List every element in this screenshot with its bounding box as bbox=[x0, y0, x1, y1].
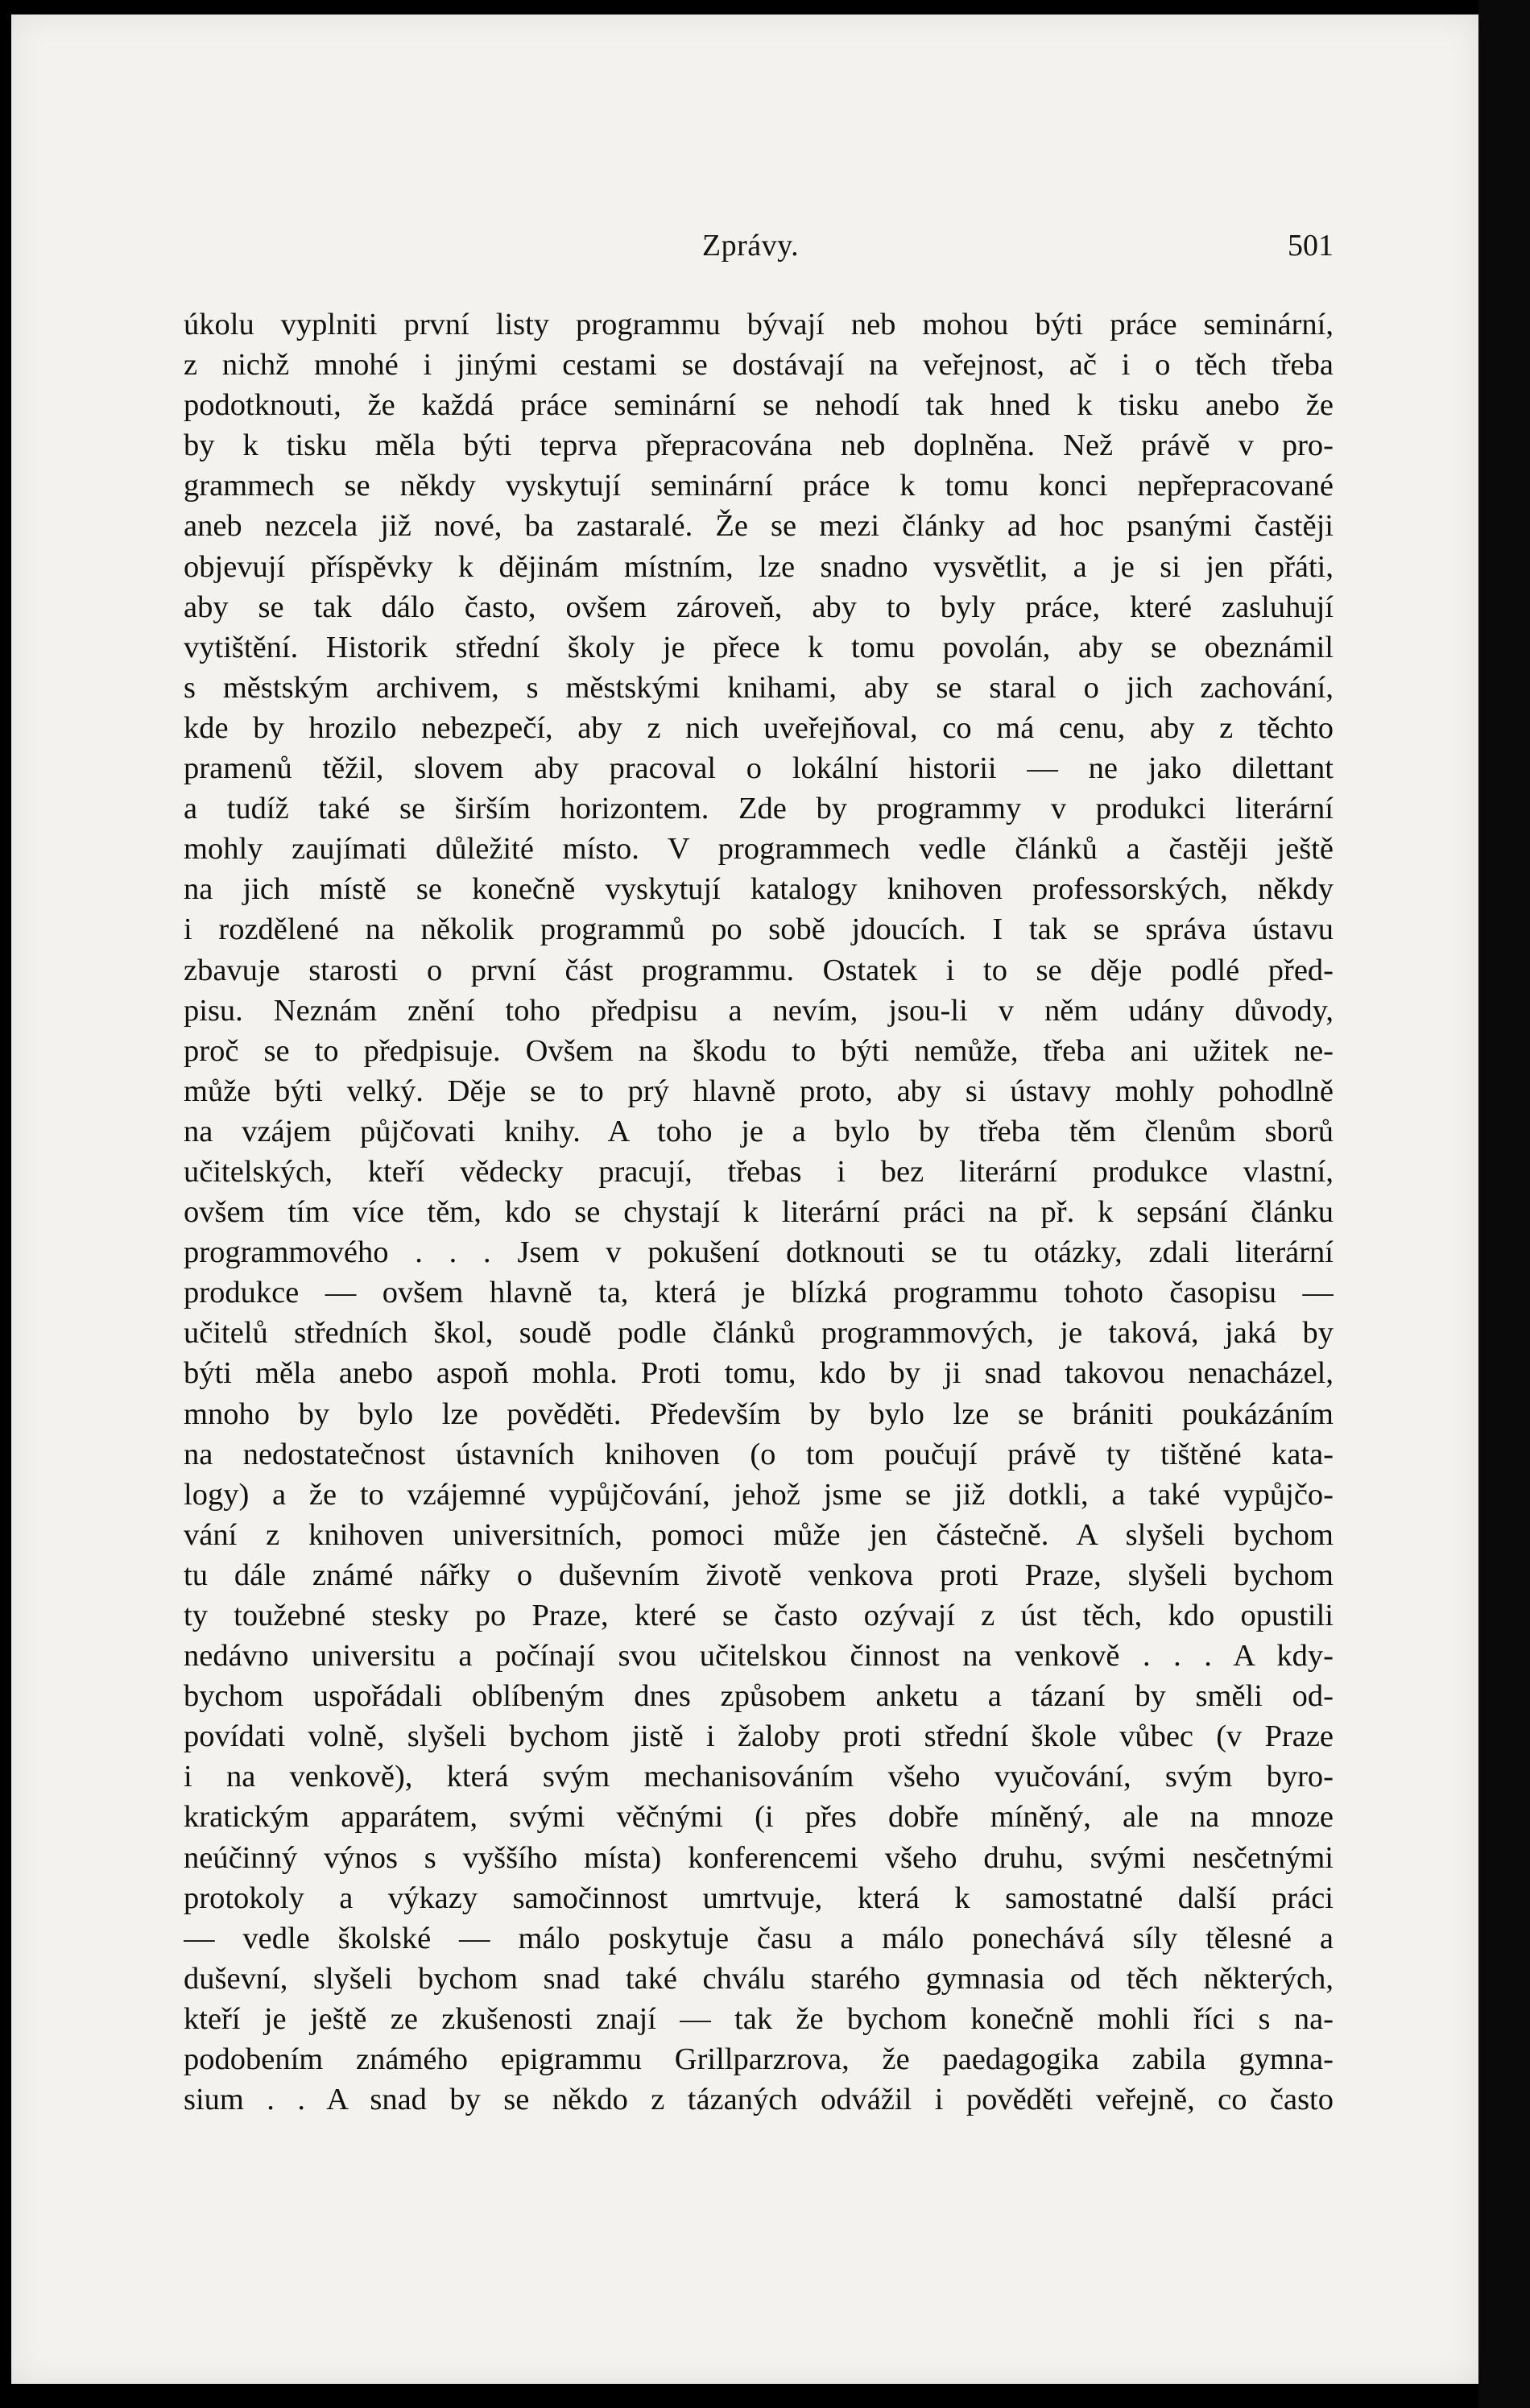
text-line: by k tisku měla býti teprva přepracována neb doplněna. Než právě v pro- bbox=[184, 428, 1334, 463]
page-number: 501 bbox=[1288, 229, 1334, 263]
text-line: vání z knihoven universitních, pomoci může jen částečně. A slyšeli bychom bbox=[184, 1517, 1334, 1552]
text-line: proč se to předpisuje. Ovšem na škodu to býti nemůže, třeba ani užitek ne- bbox=[184, 1033, 1334, 1068]
text-line: býti měla anebo aspoň mohla. Proti tomu, kdo by ji snad takovou nenacházel, bbox=[184, 1356, 1334, 1391]
text-line: kratickým apparátem, svými věčnými (i přes dobře míněný, ale na mnoze bbox=[184, 1800, 1334, 1835]
text-line: logy) a že to vzájemné vypůjčování, jehož jsme se již dotkli, a také vypůjčo- bbox=[184, 1477, 1334, 1512]
text-line: bychom uspořádali oblíbeným dnes způsobem anketu a tázaní by směli od- bbox=[184, 1679, 1334, 1714]
text-line: grammech se někdy vyskytují seminární práce k tomu konci nepřepracované bbox=[184, 469, 1334, 503]
text-line: zbavuje starosti o první část programmu. Ostatek i to se děje podlé před- bbox=[184, 953, 1334, 987]
text-line: mohly zaujímati důležité místo. V programmech vedle článků a častěji ještě bbox=[184, 832, 1334, 867]
text-line: kde by hrozilo nebezpečí, aby z nich uveřejňoval, co má cenu, aby z těchto bbox=[184, 710, 1334, 745]
text-line: i rozdělené na několik programmů po sobě jdoucích. I tak se správa ústavu bbox=[184, 912, 1334, 947]
text-line: může býti velký. Děje se to prý hlavně proto, aby si ústavy mohly pohodlně bbox=[184, 1074, 1334, 1108]
text-line: podobením známého epigrammu Grillparzrova, že paedagogika zabila gymna- bbox=[184, 2042, 1334, 2077]
text-line: — vedle školské — málo poskytuje času a málo ponechává síly tělesné a bbox=[184, 1921, 1334, 1955]
text-line: učitelských, kteří vědecky pracují, třebas i bez literární produkce vlastní, bbox=[184, 1154, 1334, 1189]
text-line: na jich místě se konečně vyskytují katalogy knihoven professorských, někdy bbox=[184, 872, 1334, 907]
text-line: programmového . . . Jsem v pokušení dotknouti se tu otázky, zdali literární bbox=[184, 1235, 1334, 1270]
text-line: kteří je ještě ze zkušenosti znají — tak že bychom konečně mohli říci s na- bbox=[184, 2001, 1334, 2036]
text-line: povídati volně, slyšeli bychom jistě i žaloby proti střední škole vůbec (v Praze bbox=[184, 1719, 1334, 1754]
text-line: na nedostatečnost ústavních knihoven (o tom poučují právě ty tištěné kata- bbox=[184, 1437, 1334, 1471]
body-text bbox=[184, 304, 1334, 2120]
scan-border bbox=[1478, 0, 1530, 2408]
text-line: protokoly a výkazy samočinnost umrtvuje, která k samostatné další práci bbox=[184, 1880, 1334, 1915]
text-line: neúčinný výnos s vyššího místa) konferencemi všeho druhu, svými nesčetnými bbox=[184, 1840, 1334, 1875]
text-line: s městským archivem, s městskými knihami, aby se staral o jich zachování, bbox=[184, 670, 1334, 705]
text-line: sium . . A snad by se někdo z tázaných odvážil i pověděti veřejně, co často bbox=[184, 2083, 1334, 2117]
text-line: tu dále známé nářky o duševním životě venkova proti Praze, slyšeli bychom bbox=[184, 1558, 1334, 1592]
text-line: i na venkově), která svým mechanisováním všeho vyučování, svým byro- bbox=[184, 1760, 1334, 1794]
text-line: nedávno universitu a počínají svou učitelskou činnost na venkově . . . A kdy- bbox=[184, 1639, 1334, 1674]
text-line: ovšem tím více těm, kdo se chystají k literární práci na př. k sepsání článku bbox=[184, 1195, 1334, 1230]
text-line: pramenů těžil, slovem aby pracoval o lokální historii — ne jako dilettant bbox=[184, 751, 1334, 786]
text-line: objevují příspěvky k dějinám místním, lze snadno vysvětlit, a je si jen přáti, bbox=[184, 549, 1334, 584]
text-line: duševní, slyšeli bychom snad také chválu starého gymnasia od těch některých, bbox=[184, 1961, 1334, 1996]
text-line: aby se tak dálo často, ovšem zároveň, aby to byly práce, které zasluhují bbox=[184, 590, 1334, 624]
text-line: aneb nezcela již nové, ba zastaralé. Že se mezi články ad hoc psanými častěji bbox=[184, 509, 1334, 544]
text-line: z nichž mnohé i jinými cestami se dostávají na veřejnost, ač i o těch třeba bbox=[184, 348, 1334, 383]
text-line: ty toužebné stesky po Praze, které se často ozývají z úst těch, kdo opustili bbox=[184, 1599, 1334, 1632]
text-line: učitelů středních škol, soudě podle článků programmových, je taková, jaká by bbox=[184, 1316, 1334, 1351]
text-line: na vzájem půjčovati knihy. A toho je a bylo by třeba těm členům sborů bbox=[184, 1114, 1334, 1148]
text-line: pisu. Neznám znění toho předpisu a nevím, jsou-li v něm udány důvody, bbox=[184, 993, 1334, 1028]
text-line: podotknouti, že každá práce seminární se nehodí tak hned k tisku anebo že bbox=[184, 388, 1334, 423]
text-line: a tudíž také se širším horizontem. Zde by programmy v produkci literární bbox=[184, 792, 1334, 826]
text-line: úkolu vyplniti první listy programmu bývají neb mohou býti práce seminární, bbox=[184, 308, 1334, 341]
text-line: produkce — ovšem hlavně ta, která je blízká programmu tohoto časopisu — bbox=[184, 1276, 1334, 1310]
text-line: vytištění. Historik střední školy je přece k tomu povolán, aby se obeznámil bbox=[184, 630, 1334, 664]
page-header bbox=[167, 228, 1334, 268]
text-line: mnoho by bylo lze pověděti. Především by bylo lze se brániti poukázáním bbox=[184, 1396, 1334, 1431]
running-head: Zprávy. bbox=[701, 229, 800, 263]
